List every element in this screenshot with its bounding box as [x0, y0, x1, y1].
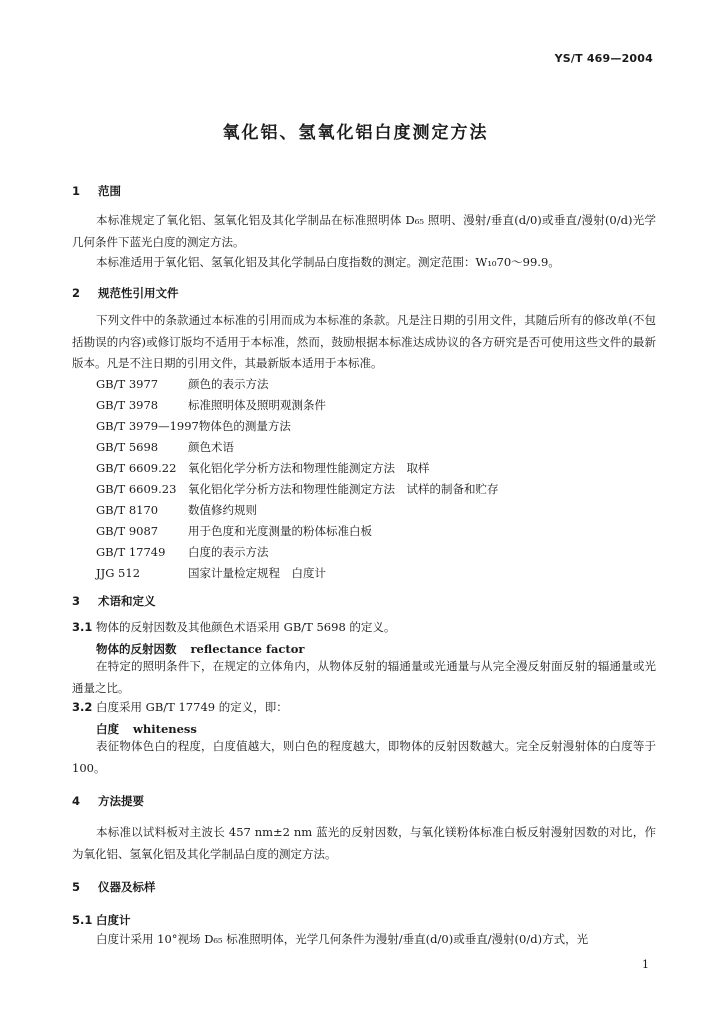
definition-whiteness: 表征物体色白的程度，白度值越大，则白色的程度越大，即物体的反射因数越大。完全反射漫射体的白度等于 100。 — [72, 739, 656, 775]
reference-item — [96, 479, 499, 501]
reference-code: GB/T 6609.23 — [96, 482, 177, 496]
section-4-heading — [72, 793, 144, 809]
reference-item — [96, 521, 372, 543]
clause-number: 3.1 — [72, 620, 93, 634]
reference-name: 白度的表示方法 — [188, 545, 269, 559]
section-number: 3 — [72, 594, 81, 608]
section-number: 5 — [72, 880, 81, 894]
reference-code: GB/T 3979—1997 — [96, 419, 199, 433]
section-title: 术语和定义 — [98, 594, 156, 608]
reference-name: 用于色度和光度测量的粉体标准白板 — [188, 524, 372, 538]
reference-name: 氧化铝化学分析方法和物理性能测定方法 试样的制备和贮存 — [188, 482, 499, 496]
reference-item — [96, 437, 234, 459]
term-chinese: 物体的反射因数 — [96, 642, 177, 656]
reference-name: 物体色的测量方法 — [198, 419, 291, 433]
reference-item — [96, 416, 291, 438]
section-2-heading — [72, 285, 179, 301]
term-chinese: 白度 — [96, 722, 119, 736]
definition-reflectance-factor: 在特定的照明条件下，在规定的立体角内，从物体反射的辐通量或光通量与从完全漫反射面反射的辐通量或光通量之比。 — [72, 659, 656, 695]
term-english: reflectance factor — [190, 642, 305, 656]
reference-name: 数值修约规则 — [188, 503, 257, 517]
term-reflectance-factor — [96, 641, 304, 657]
section-1-heading — [72, 183, 121, 199]
clause-number: 5.1 — [72, 913, 93, 927]
clause-5-1 — [72, 912, 131, 928]
section-title: 规范性引用文件 — [98, 286, 179, 300]
reference-item — [96, 395, 326, 417]
clause-title: 白度计 — [96, 913, 131, 927]
section-number: 4 — [72, 794, 81, 808]
reference-item — [96, 374, 269, 396]
reference-code: GB/T 3977 — [96, 377, 159, 391]
section-5-paragraph-1: 白度计采用 10°视场 D₆₅ 标准照明体，光学几何条件为漫射/垂直(d/0)或垂直/漫射(0/d)方式，光 — [96, 932, 589, 946]
section-5-heading — [72, 879, 156, 895]
reference-code: GB/T 8170 — [96, 503, 159, 517]
section-title: 方法提要 — [98, 794, 144, 808]
reference-item — [96, 500, 257, 522]
reference-name: 氧化铝化学分析方法和物理性能测定方法 取样 — [188, 461, 430, 475]
section-title: 仪器及标样 — [98, 880, 156, 894]
reference-name: 颜色术语 — [188, 440, 234, 454]
reference-name: 颜色的表示方法 — [188, 377, 269, 391]
section-title: 范围 — [98, 184, 121, 198]
section-1-paragraph-1: 本标准规定了氧化铝、氢氧化铝及其化学制品在标准照明体 D₆₅ 照明、漫射/垂直(d/0)或垂直/漫射(0/d)光学几何条件下蓝光白度的测定方法。 — [72, 213, 656, 249]
reference-item — [96, 563, 326, 585]
reference-code: JJG 512 — [96, 566, 141, 580]
term-english: whiteness — [133, 722, 197, 736]
document-title: 氧化铝、氢氧化铝白度测定方法 — [222, 123, 489, 143]
clause-text: 白度采用 GB/T 17749 的定义，即： — [96, 700, 288, 714]
standard-code: YS/T 469—2004 — [554, 52, 653, 65]
reference-code: GB/T 9087 — [96, 524, 159, 538]
clause-3-1 — [72, 619, 395, 635]
reference-item — [96, 542, 269, 564]
clause-text: 物体的反射因数及其他颜色术语采用 GB/T 5698 的定义。 — [96, 620, 396, 634]
section-4-paragraph-1: 本标准以试料板对主波长 457 nm±2 nm 蓝光的反射因数，与氧化镁粉体标准白板反射漫射因数的对比，作为氧化铝、氢氧化铝及其化学制品白度的测定方法。 — [72, 825, 656, 861]
section-1-paragraph-2: 本标准适用于氧化铝、氢氧化铝及其化学制品白度指数的测定。测定范围：W₁₀70～99.9。 — [96, 255, 560, 269]
term-whiteness — [96, 721, 197, 737]
section-2-paragraph-1: 下列文件中的条款通过本标准的引用而成为本标准的条款。凡是注日期的引用文件，其随后所有的修改单(不包括勘误的内容)或修订版均不适用于本标准，然而，鼓励根据本标准达成协议的各方研究是否可使用这些文件的最新版本。凡是不注日期的引用文件，其最新版本适用于本标准。 — [72, 313, 656, 370]
reference-item — [96, 458, 430, 480]
reference-name: 标准照明体及照明观测条件 — [188, 398, 326, 412]
section-number: 2 — [72, 286, 81, 300]
reference-code: GB/T 3978 — [96, 398, 159, 412]
clause-3-2 — [72, 699, 288, 715]
reference-code: GB/T 5698 — [96, 440, 159, 454]
clause-number: 3.2 — [72, 700, 93, 714]
reference-code: GB/T 17749 — [96, 545, 166, 559]
page-number: 1 — [642, 958, 649, 971]
section-number: 1 — [72, 184, 81, 198]
section-3-heading — [72, 593, 156, 609]
reference-name: 国家计量检定规程 白度计 — [188, 566, 326, 580]
reference-code: GB/T 6609.22 — [96, 461, 177, 475]
